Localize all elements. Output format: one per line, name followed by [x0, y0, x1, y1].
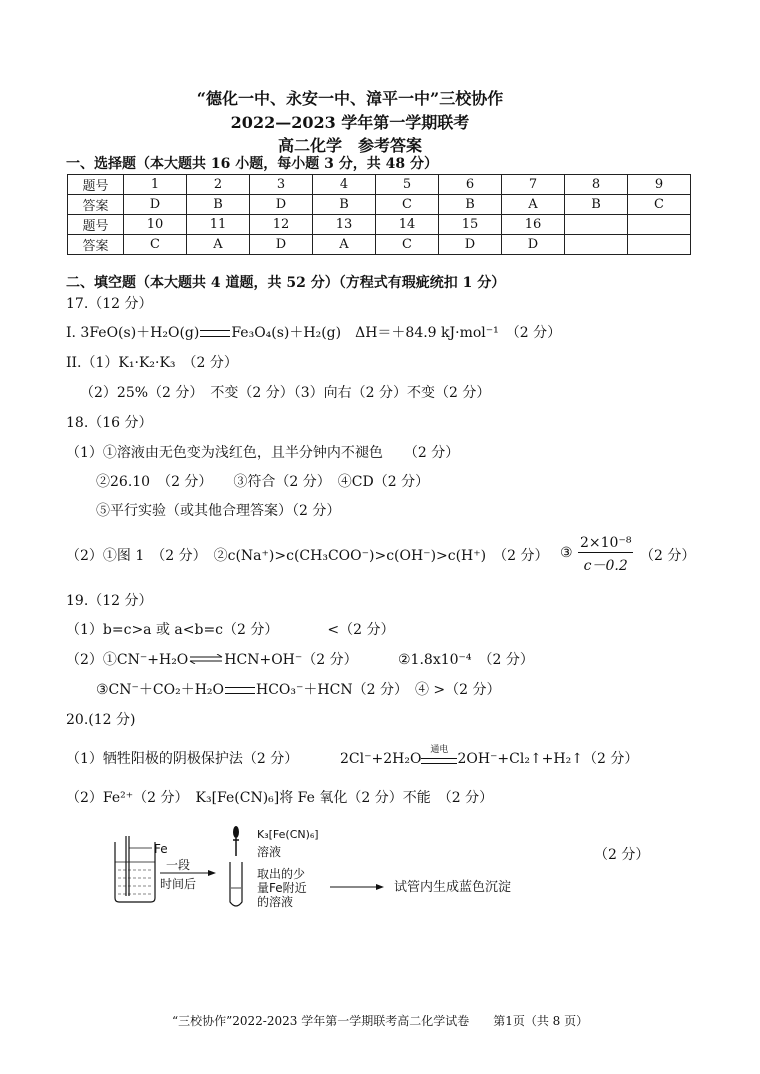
table-cell: 3: [250, 175, 313, 195]
table-cell: D: [250, 235, 313, 255]
q18-score: （2 分）: [640, 548, 696, 564]
table-cell: A: [502, 195, 565, 215]
equation-right: HCO₃⁻＋HCN（2 分） ④ >（2 分）: [256, 682, 501, 698]
table-cell: D: [250, 195, 313, 215]
sample-label-2: 量Fe附近: [257, 881, 307, 895]
table-cell: 12: [250, 215, 313, 235]
equation-right: HCN+OH⁻（2 分）: [224, 652, 358, 668]
equation-left: 2Cl⁻+2H₂O: [340, 751, 422, 767]
row-label: 答案: [68, 235, 124, 255]
table-cell: 13: [313, 215, 376, 235]
q18-line3: ⑤平行实验（或其他合理答案）（2 分）: [96, 503, 341, 519]
table-cell: A: [187, 235, 250, 255]
table-cell: 6: [439, 175, 502, 195]
equation-left: I. 3FeO(s)＋H₂O(g): [66, 325, 200, 341]
q18-line4: （2）①图 1 （2 分） ②c(Na⁺)>c(CH₃COO⁻)>c(OH⁻)>c(H⁺) （2 分）: [66, 548, 549, 564]
table-cell: 9: [628, 175, 691, 195]
table-cell: 8: [565, 175, 628, 195]
equation-right: 2OH⁻+Cl₂↑+H₂↑（2 分）: [457, 751, 639, 767]
reversible-arrow: [189, 652, 223, 668]
header-line2: 2022—2023 学年第一学期联考: [230, 113, 470, 132]
table-cell: [628, 235, 691, 255]
equation-left: （2）①CN⁻+H₂O: [66, 652, 189, 668]
q18-line1: （1）①溶液由无色变为浅红色，且半分钟内不褪色 （2 分）: [66, 445, 460, 461]
table-cell: [628, 215, 691, 235]
q20-line1-equation: [340, 745, 639, 768]
header-line3: 高二化学 参考答案: [277, 136, 422, 155]
q17-part-ii-2: （2）25%（2 分） 不变（2 分）（3）向右（2 分）不变（2 分）: [80, 385, 491, 401]
table-cell: C: [376, 235, 439, 255]
table-cell: B: [565, 195, 628, 215]
table-cell: 5: [376, 175, 439, 195]
q18-line2: ②26.10 （2 分） ③符合（2 分） ④CD（2 分）: [96, 474, 430, 490]
table-row: [68, 235, 691, 255]
q19-line2-b: ②1.8x10⁻⁴ （2 分）: [398, 652, 534, 668]
beaker-icon: [115, 836, 155, 902]
q17-part-ii-1: II.（1）K₁·K₂·K₃ （2 分）: [66, 355, 238, 371]
q19-heading: 19.（12 分）: [66, 593, 153, 609]
table-cell: B: [439, 195, 502, 215]
table-cell: A: [313, 235, 376, 255]
table-cell: B: [187, 195, 250, 215]
row-label: 答案: [68, 195, 124, 215]
q18-heading: 18.（16 分）: [66, 415, 153, 431]
table-cell: 14: [376, 215, 439, 235]
table-cell: [565, 215, 628, 235]
table-row: [68, 195, 691, 215]
row-label: 题号: [68, 215, 124, 235]
table-cell: 15: [439, 215, 502, 235]
q19-line1: （1）b=c>a 或 a<b=c（2 分） <（2 分）: [66, 622, 395, 638]
table-cell: 2: [187, 175, 250, 195]
equation-left: ③CN⁻＋CO₂＋H₂O: [96, 682, 225, 698]
fraction-denominator: c－0.2: [583, 558, 628, 574]
q18-fraction: [578, 535, 633, 575]
table-cell: C: [628, 195, 691, 215]
sample-label-3: 的溶液: [257, 895, 294, 909]
fraction-numerator: 2×10⁻⁸: [580, 535, 632, 551]
table-cell: C: [124, 235, 187, 255]
table-cell: [565, 235, 628, 255]
electrolysis-sign: [421, 745, 457, 766]
solution-label: 溶液: [257, 845, 282, 859]
q20-line2: （2）Fe²⁺（2 分） K₃[Fe(CN)₆]将 Fe 氧化（2 分）不能 （2 分）: [66, 790, 494, 806]
section2-title: 二、填空题（本大题共 4 道题，共 52 分）（方程式有瑕疵统扣 1 分）: [66, 275, 506, 291]
q20-line1: （1）牺牲阳极的阴极保护法（2 分）: [66, 751, 299, 767]
table-cell: 11: [187, 215, 250, 235]
table-cell: D: [502, 235, 565, 255]
q18-circled-3: ③: [560, 545, 573, 561]
table-cell: C: [376, 195, 439, 215]
experiment-diagram: [100, 822, 570, 914]
condition-label: 通电: [430, 745, 449, 755]
equation-right: Fe₃O₄(s)＋H₂(g) ΔH＝＋84.9 kJ·mol⁻¹ （2 分）: [231, 325, 562, 341]
q19-line2: [66, 649, 358, 669]
q17-part-i: [66, 322, 561, 342]
table-cell: B: [313, 195, 376, 215]
time-label-1: 一段: [166, 858, 191, 872]
result-label: 试管内生成蓝色沉淀: [394, 880, 512, 895]
page-footer: “三校协作”2022-2023 学年第一学期联考高二化学试卷 第1页（共 8 页）: [172, 1014, 589, 1028]
double-bar-sign: [200, 330, 230, 337]
header-line1: “德化一中、永安一中、漳平一中”三校协作: [196, 89, 504, 108]
q17-heading: 17.（12 分）: [66, 296, 153, 312]
table-cell: 7: [502, 175, 565, 195]
sample-label-1: 取出的少: [257, 867, 306, 881]
table-cell: 4: [313, 175, 376, 195]
table-cell: D: [439, 235, 502, 255]
answer-table: [67, 174, 691, 255]
time-label-2: 时间后: [160, 877, 197, 891]
table-row: [68, 215, 691, 235]
double-bar-sign: [225, 687, 255, 694]
table-cell: 1: [124, 175, 187, 195]
q20-figure-score: （2 分）: [594, 847, 650, 863]
dropper-icon: [233, 826, 239, 856]
q19-line3: [96, 679, 500, 699]
section1-title: 一、选择题（本大题共 16 小题，每小题 3 分，共 48 分）: [66, 156, 438, 172]
table-cell: 10: [124, 215, 187, 235]
fe-label: Fe: [154, 842, 168, 856]
test-tube-icon: [230, 862, 242, 906]
table-row: [68, 175, 691, 195]
reagent-label: K₃[Fe(CN)₆]: [257, 828, 319, 841]
table-cell: D: [124, 195, 187, 215]
q20-heading: 20.(12 分): [66, 712, 136, 728]
row-label: 题号: [68, 175, 124, 195]
table-cell: 16: [502, 215, 565, 235]
